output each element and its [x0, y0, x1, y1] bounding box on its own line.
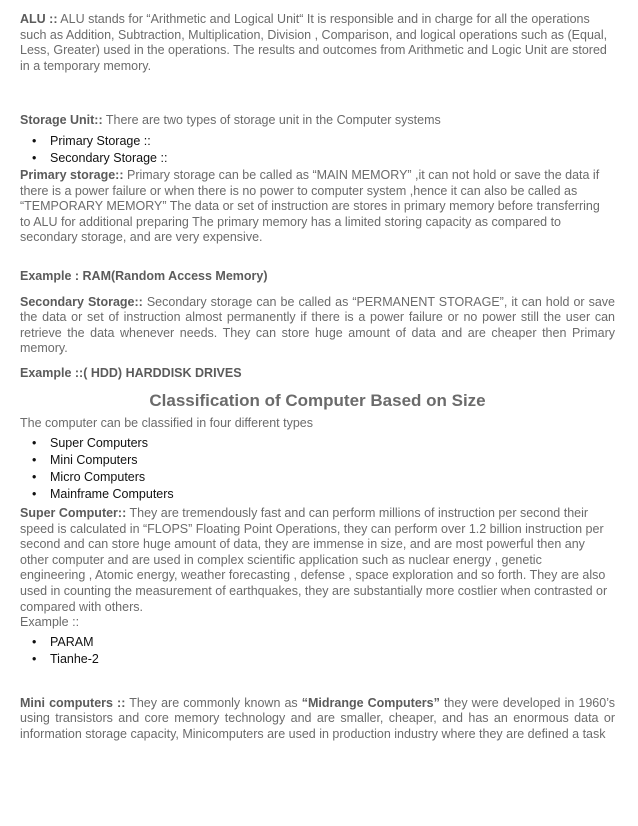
bullet-icon: •	[32, 487, 37, 502]
secondary-storage-example: Example ::( HDD) HARDDISK DRIVES	[20, 365, 242, 380]
alu-text: ALU stands for “Arithmetic and Logical Unit“ It is responsible and in charge for all the operations such as Addition, Subtraction, Multiplication, Division , Comparison, and logical operations such as (Equal, Less, Greater) used in the operations. The results and outcomes from Arithmetic and Logic Unit are stored in a temporary memory.	[20, 12, 608, 73]
storage-unit-label: Storage Unit::	[20, 113, 103, 128]
list-item	[20, 150, 615, 167]
super-computer-text: They are tremendously fast and can perform millions of instruction per second their speed is calculated in “FLOPS” Floating Point Operations, they can perform over 1.2 billion instruction per second and can store huge amount of data, they are immense in size, and are most powerful then any other computer and are used in complex scientific application such as nuclear energy , genetic engineering , Atomic energy, weather forecasting , defense , space exploration and so forth. They are also used in counting the measurement of earthquakes, they are substantially more costlier when contrasted or compared with others.	[20, 506, 608, 614]
computer-types-list	[20, 435, 615, 503]
list-item-label: PARAM	[50, 634, 94, 649]
list-item-label: Mainframe Computers	[50, 487, 174, 502]
list-item	[20, 469, 615, 486]
storage-unit-text: There are two types of storage unit in the Computer systems	[102, 113, 441, 128]
list-item	[20, 486, 615, 503]
document-page	[20, 12, 615, 743]
mini-computers-paragraph	[20, 696, 615, 743]
alu-paragraph	[20, 12, 610, 74]
list-item	[20, 634, 615, 651]
list-item-label: Mini Computers	[50, 453, 138, 468]
bullet-icon: •	[32, 470, 37, 485]
alu-label: ALU ::	[20, 12, 58, 26]
super-computer-examples-list	[20, 634, 615, 668]
list-item	[20, 651, 615, 668]
list-item-label: Micro Computers	[50, 470, 146, 485]
primary-storage-paragraph	[20, 168, 604, 246]
bullet-icon: •	[32, 651, 37, 666]
mini-computers-label: Mini computers ::	[20, 695, 126, 710]
list-item-label: Tianhe-2	[50, 651, 99, 666]
primary-storage-example: Example : RAM(Random Access Memory)	[20, 268, 268, 283]
list-item-label: Primary Storage ::	[50, 133, 151, 148]
list-item-label: Super Computers	[50, 436, 148, 451]
classification-intro: The computer can be classified in four different types	[20, 415, 313, 430]
secondary-storage-paragraph	[20, 295, 615, 357]
mini-computers-text-after: they were developed in 1960’s using transistors and core memory technology and are smaller, cheaper, and has an enormous data or information storage capacity, Minicomputers are used in production industry where they are defined a task	[20, 695, 615, 742]
super-computer-label: Super Computer::	[20, 506, 127, 521]
storage-types-list	[20, 133, 615, 167]
list-item	[20, 452, 615, 469]
classification-heading: Classification of Computer Based on Size	[149, 390, 486, 410]
list-item-label: Secondary Storage ::	[50, 150, 168, 165]
mini-computers-text-before: They are commonly known as	[125, 695, 302, 710]
bullet-icon: •	[32, 634, 37, 649]
secondary-storage-text: Secondary storage can be called as “PERMANENT STORAGE”, it can hold or save the data or set of instruction almost permanently if there is a power failure or no power still the user can retrieve the data whenever needs. They can store huge amount of data and are cheaper then Primary memory.	[20, 294, 615, 356]
mini-computers-highlight: “Midrange Computers”	[301, 695, 440, 710]
bullet-icon: •	[32, 453, 37, 468]
bullet-icon: •	[32, 436, 37, 451]
super-computer-paragraph	[20, 506, 608, 615]
secondary-storage-label: Secondary Storage::	[20, 294, 143, 309]
primary-storage-label: Primary storage::	[20, 167, 124, 182]
list-item	[20, 435, 615, 452]
super-computer-example-label: Example ::	[20, 615, 80, 630]
bullet-icon: •	[32, 133, 37, 148]
storage-unit-paragraph	[20, 113, 615, 129]
list-item	[20, 133, 615, 150]
primary-storage-text: Primary storage can be called as “MAIN MEMORY” ,it can not hold or save the data if there is a power failure or when there is no power to computer system ,hence it can also be called as “TEMPORARY MEMORY” The data or set of instruction are stores in primary memory before transferring to ALU for additional preparing The primary memory has a limited storing capacity as compared to secondary storage, and are very expensive.	[20, 167, 600, 245]
bullet-icon: •	[32, 150, 37, 165]
